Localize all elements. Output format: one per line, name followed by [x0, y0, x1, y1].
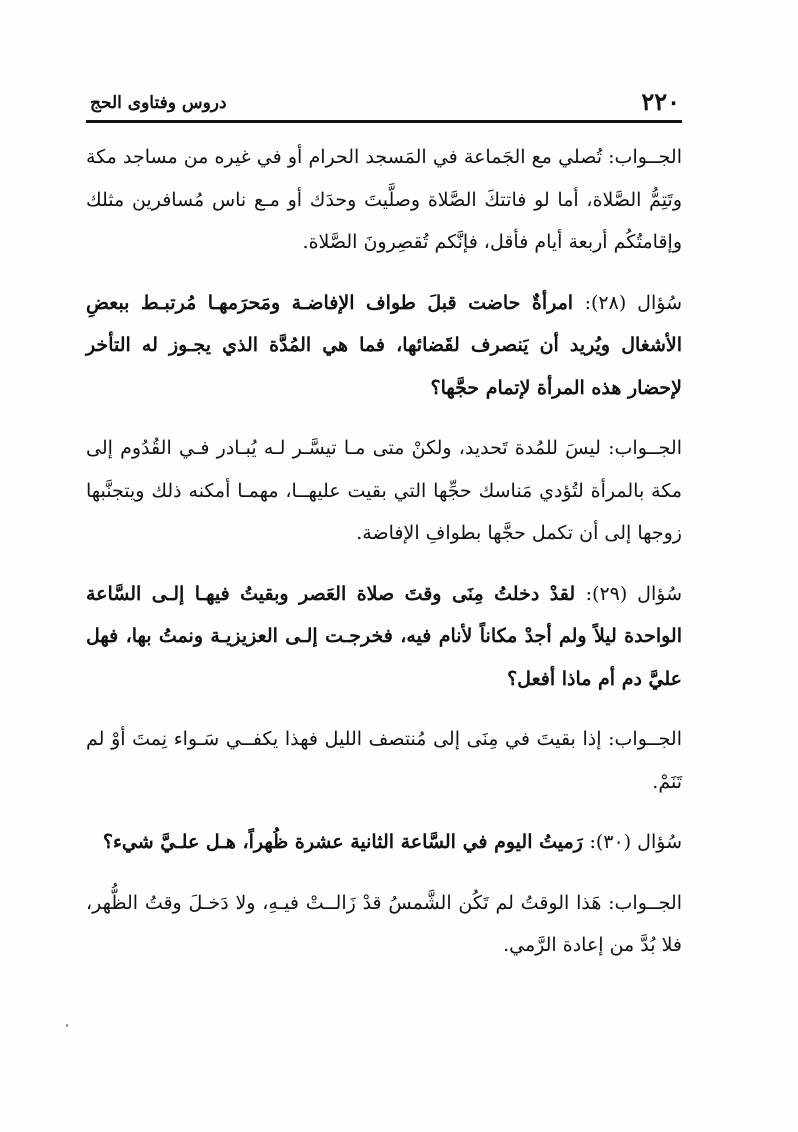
header-rule: [86, 120, 682, 123]
question-text: رَميتُ اليوم في السَّاعة الثانية عشرة ظُهراً، هـل علـيَّ شيء؟: [102, 831, 583, 853]
answer-paragraph: [86, 718, 682, 803]
page-header: [86, 88, 682, 118]
question-label: سُؤال (٢٨):: [584, 291, 682, 314]
scan-speck: [66, 1024, 68, 1027]
page-content: [86, 136, 682, 985]
answer-label: الجــواب:: [608, 728, 682, 750]
question-label: سُؤال (٣٠):: [589, 831, 682, 853]
running-title: دروس وفتاوى الحج: [90, 93, 227, 113]
answer-label: الجــواب:: [608, 437, 682, 459]
question-text: امرأةٌ حاضت قبلَ طواف الإفاضـة ومَحرَمهـا مُرتبـط ببعضِ الأشغال ويُريد أن يَنصرف لقَضائها، فما هي المُدَّة الذي يجـوز له التأخر لإحضار هذه المرأة لإتمام حجَّها؟: [86, 291, 682, 399]
answer-paragraph: [86, 136, 682, 264]
question-paragraph: [86, 821, 682, 864]
question-text: لقدْ دخلتُ مِنَى وقتَ صلاة العَصر وبقيتُ فيهـا إلـى السَّاعة الواحدة ليلاً ولم أجدْ مكاناً لأنام فيه، فخرجـت إلـى العزيزيـة ونمتُ بها، فهل عليَّ دم أم ماذا أفعل؟: [86, 582, 682, 690]
question-paragraph: [86, 573, 682, 701]
answer-label: الجــواب:: [608, 891, 682, 914]
answer-paragraph: [86, 882, 682, 967]
page-number: ٢٢٠: [641, 87, 680, 116]
question-paragraph: [86, 282, 682, 410]
answer-text: تُصلي مع الجَماعة في المَسجد الحرام أو في غيره من مساجد مكة وتَتِمُّ الصَّلاة، أما لو فاتتكَ الصَّلاة وصلَّيتَ وحدَك أو مـع ناس مُسافرين مثلك وإقامتُكُم أربعة أيام فأقل، فإنَّكم تُقصِرونَ الصَّلاة.: [86, 146, 682, 253]
answer-label: الجــواب:: [608, 146, 683, 168]
answer-text: ليسَ للمُدة تَحديد، ولكنْ متى مـا تيسَّـر لـه يُبـادر فـي القُدُوم إلى مكة بالمرأة لتُؤدي مَناسك حجِّها التي بقيت عليهــا، مهمـا أمكنه ذلك ويتجنَّبها زوجها إلى أن تكمل حجَّها بطوافِ الإفاضة.: [86, 437, 682, 544]
question-label: سُؤال (٢٩):: [585, 582, 682, 605]
answer-text: إذا بقيتَ في مِنَى إلى مُنتصف الليل فهذا يكفــي سَـواء نِمتَ أوْ لم تَنَمْ.: [86, 728, 682, 793]
answer-paragraph: [86, 427, 682, 555]
answer-text: هَذا الوقتُ لم تَكُن الشَّمسُ قدْ زَالــتْ فيـهِ، ولا دَخـلَ وقتُ الظُّهر، فلا بُدَّ من إعادة الرَّمي.: [86, 891, 682, 956]
